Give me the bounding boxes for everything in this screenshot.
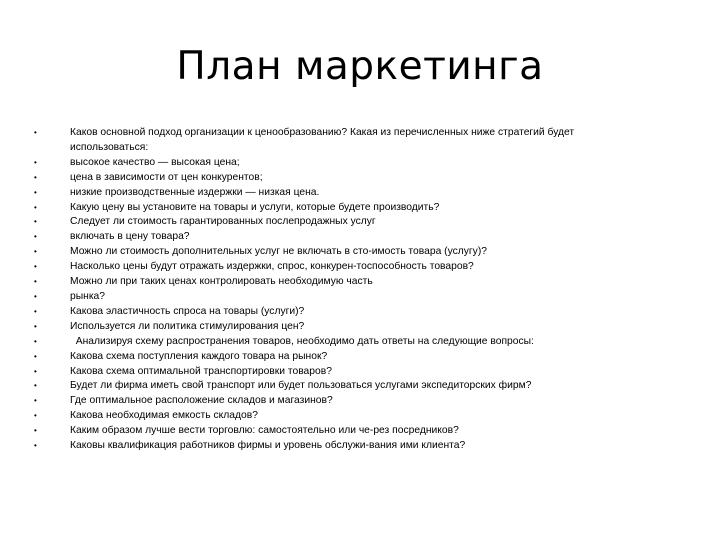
- bullet-marker: •: [34, 217, 37, 227]
- list-item: [34, 230, 664, 245]
- list-item-text: Каковы квалификация работников фирмы и уровень обслужи-вания ими клиента?: [70, 440, 466, 452]
- bullet-marker: •: [34, 277, 37, 287]
- bullet-marker: •: [34, 262, 37, 272]
- list-item: [34, 379, 664, 394]
- list-item: [34, 215, 664, 230]
- list-item-text: Где оптимальное расположение складов и магазинов?: [70, 395, 333, 407]
- list-item-text: Можно ли при таких ценах контролировать необходимую часть: [70, 276, 373, 288]
- bullet-marker: •: [34, 157, 37, 167]
- bullet-marker: •: [34, 172, 37, 182]
- bullet-marker: •: [34, 187, 37, 197]
- list-item: [34, 424, 664, 439]
- list-item: [34, 156, 664, 171]
- bullet-marker: •: [34, 441, 37, 451]
- bullet-marker: •: [34, 306, 37, 316]
- list-item-text: Каков основной подход организации к ценообразованию? Какая из перечисленных ниже стратегий будет использоваться:: [70, 127, 575, 153]
- list-item-text: Какова необходимая емкость складов?: [70, 410, 258, 422]
- bullet-marker: •: [34, 366, 37, 376]
- bullet-marker: •: [34, 396, 37, 406]
- list-item-text: включать в цену товара?: [70, 231, 190, 243]
- list-item: [34, 439, 664, 454]
- list-item-text: Каким образом лучше вести торговлю: самостоятельно или че-рез посредников?: [70, 425, 459, 437]
- list-item: [34, 320, 664, 335]
- bullet-marker: •: [34, 291, 37, 301]
- list-item-text: Какова схема поступления каждого товара на рынок?: [70, 350, 328, 362]
- bullet-list: [34, 126, 664, 454]
- list-item-text: Используется ли политика стимулирования цен?: [70, 320, 305, 332]
- list-item: [34, 275, 664, 290]
- list-item-text: Анализируя схему распространения товаров, необходимо дать ответы на следующие вопросы:: [70, 335, 534, 347]
- list-item-text: цена в зависимости от цен конкурентов;: [70, 171, 263, 183]
- bullet-marker: •: [34, 232, 37, 242]
- slide-title: План маркетинга: [176, 44, 544, 89]
- list-item: [34, 365, 664, 380]
- list-item-text: Можно ли стоимость дополнительных услуг не включать в сто-имость товара (услугу)?: [70, 246, 487, 258]
- bullet-marker: •: [34, 321, 37, 331]
- list-item: [34, 126, 664, 156]
- list-item: [34, 394, 664, 409]
- list-item: [34, 171, 664, 186]
- list-item: [34, 245, 664, 260]
- list-item: [34, 335, 664, 350]
- list-item: [34, 260, 664, 275]
- list-item-text: Следует ли стоимость гарантированных послепродажных услуг: [70, 216, 376, 228]
- list-item-text: Какую цену вы установите на товары и услуги, которые будете производить?: [70, 201, 440, 213]
- bullet-marker: •: [34, 247, 37, 257]
- bullet-marker: •: [34, 202, 37, 212]
- list-item-text: низкие производственные издержки — низкая цена.: [70, 186, 320, 198]
- bullet-marker: •: [34, 336, 37, 346]
- list-item: [34, 350, 664, 365]
- bullet-marker: •: [34, 128, 37, 137]
- list-item-text: Насколько цены будут отражать издержки, спрос, конкурен-тоспособность товаров?: [70, 261, 474, 273]
- list-item-text: рынка?: [70, 290, 105, 302]
- bullet-marker: •: [34, 426, 37, 436]
- bullet-marker: •: [34, 351, 37, 361]
- list-item-text: Какова схема оптимальной транспортировки товаров?: [70, 365, 332, 377]
- list-item: [34, 409, 664, 424]
- list-item: [34, 305, 664, 320]
- list-item-text: высокое качество — высокая цена;: [70, 156, 240, 168]
- list-item-text: Какова эластичность спроса на товары (услуги)?: [70, 305, 305, 317]
- bullet-marker: •: [34, 381, 37, 391]
- list-item: [34, 290, 664, 305]
- list-item: [34, 201, 664, 216]
- bullet-marker: •: [34, 411, 37, 421]
- list-item: [34, 186, 664, 201]
- list-item-text: Будет ли фирма иметь свой транспорт или будет пользоваться услугами экспедиторских фирм?: [70, 380, 532, 392]
